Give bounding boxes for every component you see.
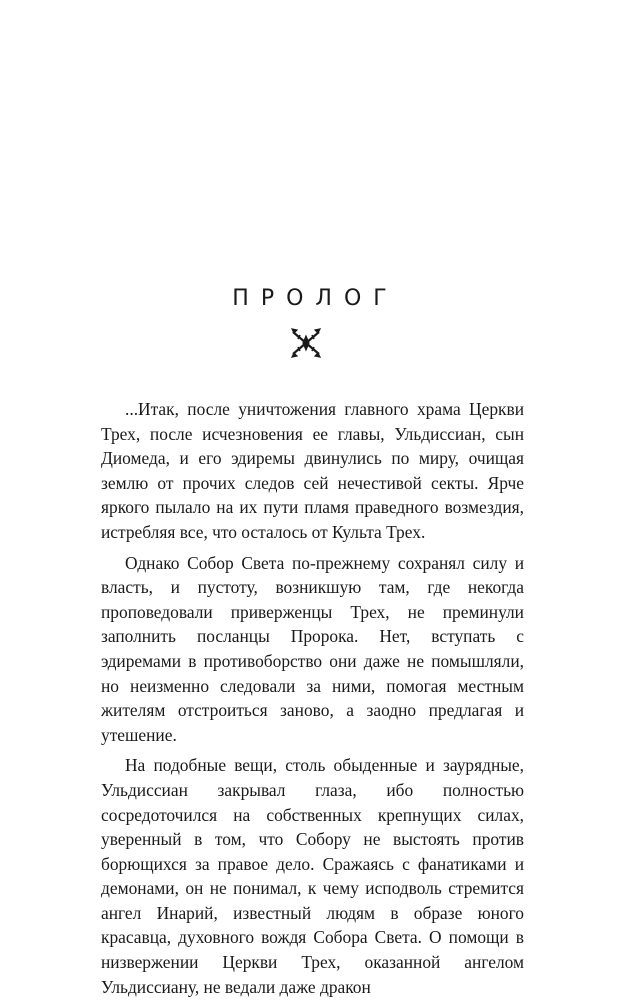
paragraph: ...Итак, после уничтожения главного храма Церкви Трех, после исчезновения ее главы, Ульдиссиан, сын Диомеда, и его эдиремы двинулись по миру, очищая землю от прочих следов сей нечестивой секты. Ярче яркого пылало на их пути пламя праведного возмездия, истребляя все, что осталось от Культа Трех. [101, 399, 524, 542]
chapter-title: ПРОЛОГ [232, 286, 399, 311]
body-text [101, 397, 524, 999]
paragraph: На подобные вещи, столь обыденные и заурядные, Ульдиссиан закрывал глаза, ибо полностью сосредоточился на собственных крепнущих силах, уверенный в том, что Собору не выстоять против борющихся за правое дело. Сражаясь с фанатиками и демонами, он не понимал, к чему исподволь стремится ангел Инарий, известный людям в образе юного красавца, духовного вождя Собора Света. О помощи в низвержении Церкви Трех, оказанной ангелом Ульдиссиану, не ведали даже дракон [101, 755, 524, 997]
paragraph: Однако Собор Света по-прежнему сохранял силу и власть, и пустоту, возникшую там, где некогда проповедовали приверженцы Трех, не преминули заполнить посланцы Пророка. Нет, вступать с эдиремами в противоборство они даже не помышляли, но неизменно следовали за ними, помогая местным жителям отстроиться заново, а заодно предлагая и утешение. [101, 552, 524, 745]
crossed-blades-ornament-icon [290, 327, 322, 359]
